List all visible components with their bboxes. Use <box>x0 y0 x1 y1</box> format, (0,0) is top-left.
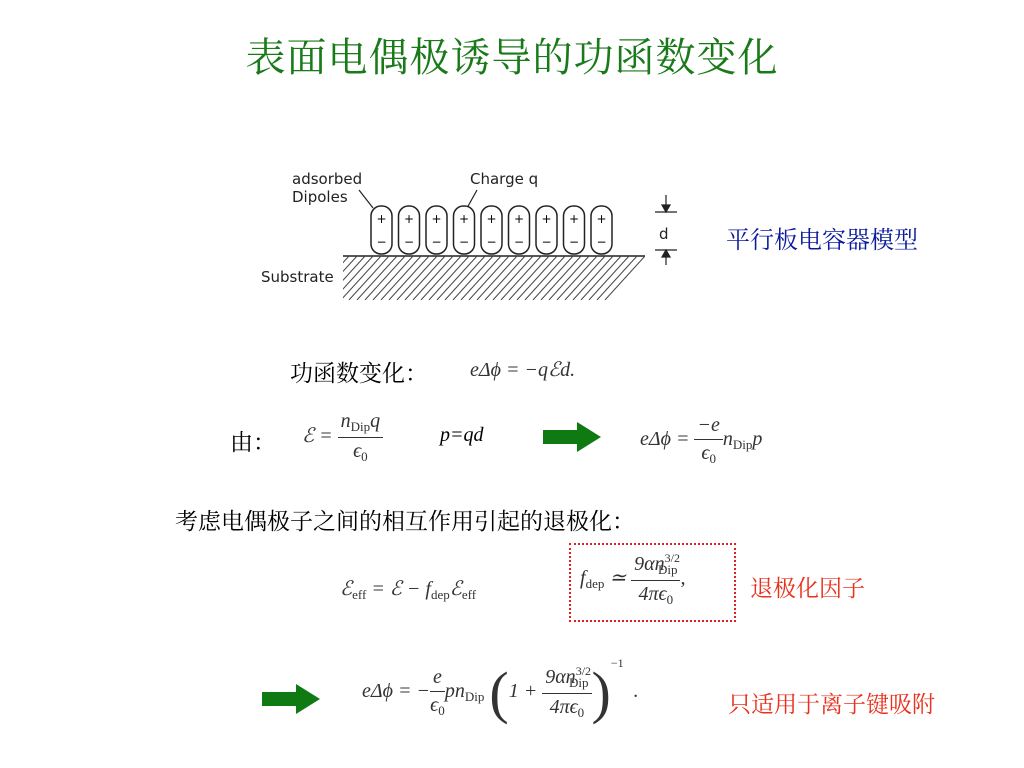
workfunction-label: 功函数变化： <box>290 361 428 387</box>
hatch-line <box>341 256 381 300</box>
hatch-line <box>373 256 413 300</box>
hatch-line <box>509 256 549 300</box>
hatch-line <box>493 256 533 300</box>
dipole-row <box>371 206 612 254</box>
hatch-line <box>389 256 429 300</box>
eq-depolarization-factor: $f_{dep}$ ≃ $\frac{9\alpha n^{3/2}_{Dip}}{4\pi\epsilon_0}$ , <box>580 551 686 607</box>
hatch-line <box>453 256 493 300</box>
hatch-line <box>421 256 461 300</box>
hatch-line <box>605 256 645 300</box>
hatch-line <box>573 256 613 300</box>
hatch-line <box>517 256 557 300</box>
arrow-icon <box>543 422 603 452</box>
hatch-line <box>485 256 525 300</box>
plus-charge: + <box>486 212 497 226</box>
minus-charge: − <box>431 235 442 249</box>
page-title: 表面电偶极诱导的功函数变化 <box>245 35 779 81</box>
hatch-line <box>541 256 581 300</box>
adsorbed-pointer <box>359 190 373 208</box>
plus-charge: + <box>596 212 607 226</box>
hatch-line <box>381 256 421 300</box>
charge-label: Charge q <box>470 170 539 188</box>
plus-charge: + <box>403 212 415 226</box>
hatch-line <box>581 256 621 300</box>
hatch-line <box>405 256 445 300</box>
substrate-hatch <box>309 256 645 300</box>
hatch-line <box>533 256 573 300</box>
plus-charge: + <box>458 212 470 226</box>
hatch-line <box>525 256 565 300</box>
eq-effective-field: ℰ$_{eff}$ = ℰ − $f_{dep}ℰ_{eff}$ <box>340 578 477 602</box>
plus-charge: + <box>541 212 552 226</box>
hatch-line <box>437 256 477 300</box>
minus-charge: − <box>568 235 580 249</box>
dipole-layer-figure <box>255 160 695 310</box>
eq-workfunction-result: eΔϕ = $\frac{-e}{\epsilon_0}$ $n_{Dip}p$ <box>640 414 763 466</box>
hatch-line <box>365 256 405 300</box>
charge-pointer <box>467 190 477 208</box>
hatch-line <box>357 256 397 300</box>
hatch-line <box>333 256 373 300</box>
substrate-label: Substrate <box>261 268 334 286</box>
d-label: d <box>659 225 669 243</box>
hatch-line <box>565 256 605 300</box>
hatch-line <box>413 256 453 300</box>
minus-charge: − <box>376 235 387 249</box>
eq-p: p=qd <box>440 424 484 446</box>
hatch-line <box>477 256 517 300</box>
by-label: 由： <box>230 430 276 456</box>
ionic-only-label: 只适用于离子键吸附 <box>728 692 935 718</box>
plus-charge: + <box>431 212 442 226</box>
minus-charge: − <box>596 235 607 249</box>
hatch-line <box>397 256 437 300</box>
hatch-line <box>589 256 629 300</box>
eq-field: ℰ = $\frac{n_{Dip}q}{\epsilon_0}$ <box>302 410 383 465</box>
minus-charge: − <box>458 235 470 249</box>
plus-charge: + <box>568 212 580 226</box>
hatch-line <box>461 256 501 300</box>
minus-charge: − <box>486 235 497 249</box>
eq-final: eΔϕ = − $\frac{e}{\epsilon_0}$ $pn_{Dip}$ (1 + $\frac{9\alpha n^{3/2}_{Dip}}{4\pi\epsilon_0}$ )$^{-1}$ . <box>362 656 639 725</box>
dipoles-label: Dipoles <box>292 188 348 206</box>
minus-charge: − <box>403 235 415 249</box>
minus-charge: − <box>541 235 552 249</box>
depolarization-factor-label: 退极化因子 <box>750 576 865 602</box>
minus-charge: − <box>513 235 525 249</box>
hatch-line <box>549 256 589 300</box>
plus-charge: + <box>376 212 387 226</box>
hatch-line <box>445 256 485 300</box>
hatch-line <box>349 256 389 300</box>
adsorbed-label: adsorbed <box>292 170 363 188</box>
hatch-line <box>429 256 469 300</box>
hatch-line <box>557 256 597 300</box>
depolarization-text: 考虑电偶极子之间的相互作用引起的退极化： <box>175 509 635 535</box>
hatch-line <box>469 256 509 300</box>
arrow-icon <box>262 684 322 714</box>
capacitor-model-label: 平行板电容器模型 <box>726 226 918 254</box>
hatch-line <box>597 256 637 300</box>
plus-charge: + <box>513 212 525 226</box>
eq-workfunction: eΔϕ = −qℰd. <box>470 359 576 381</box>
hatch-line <box>501 256 541 300</box>
